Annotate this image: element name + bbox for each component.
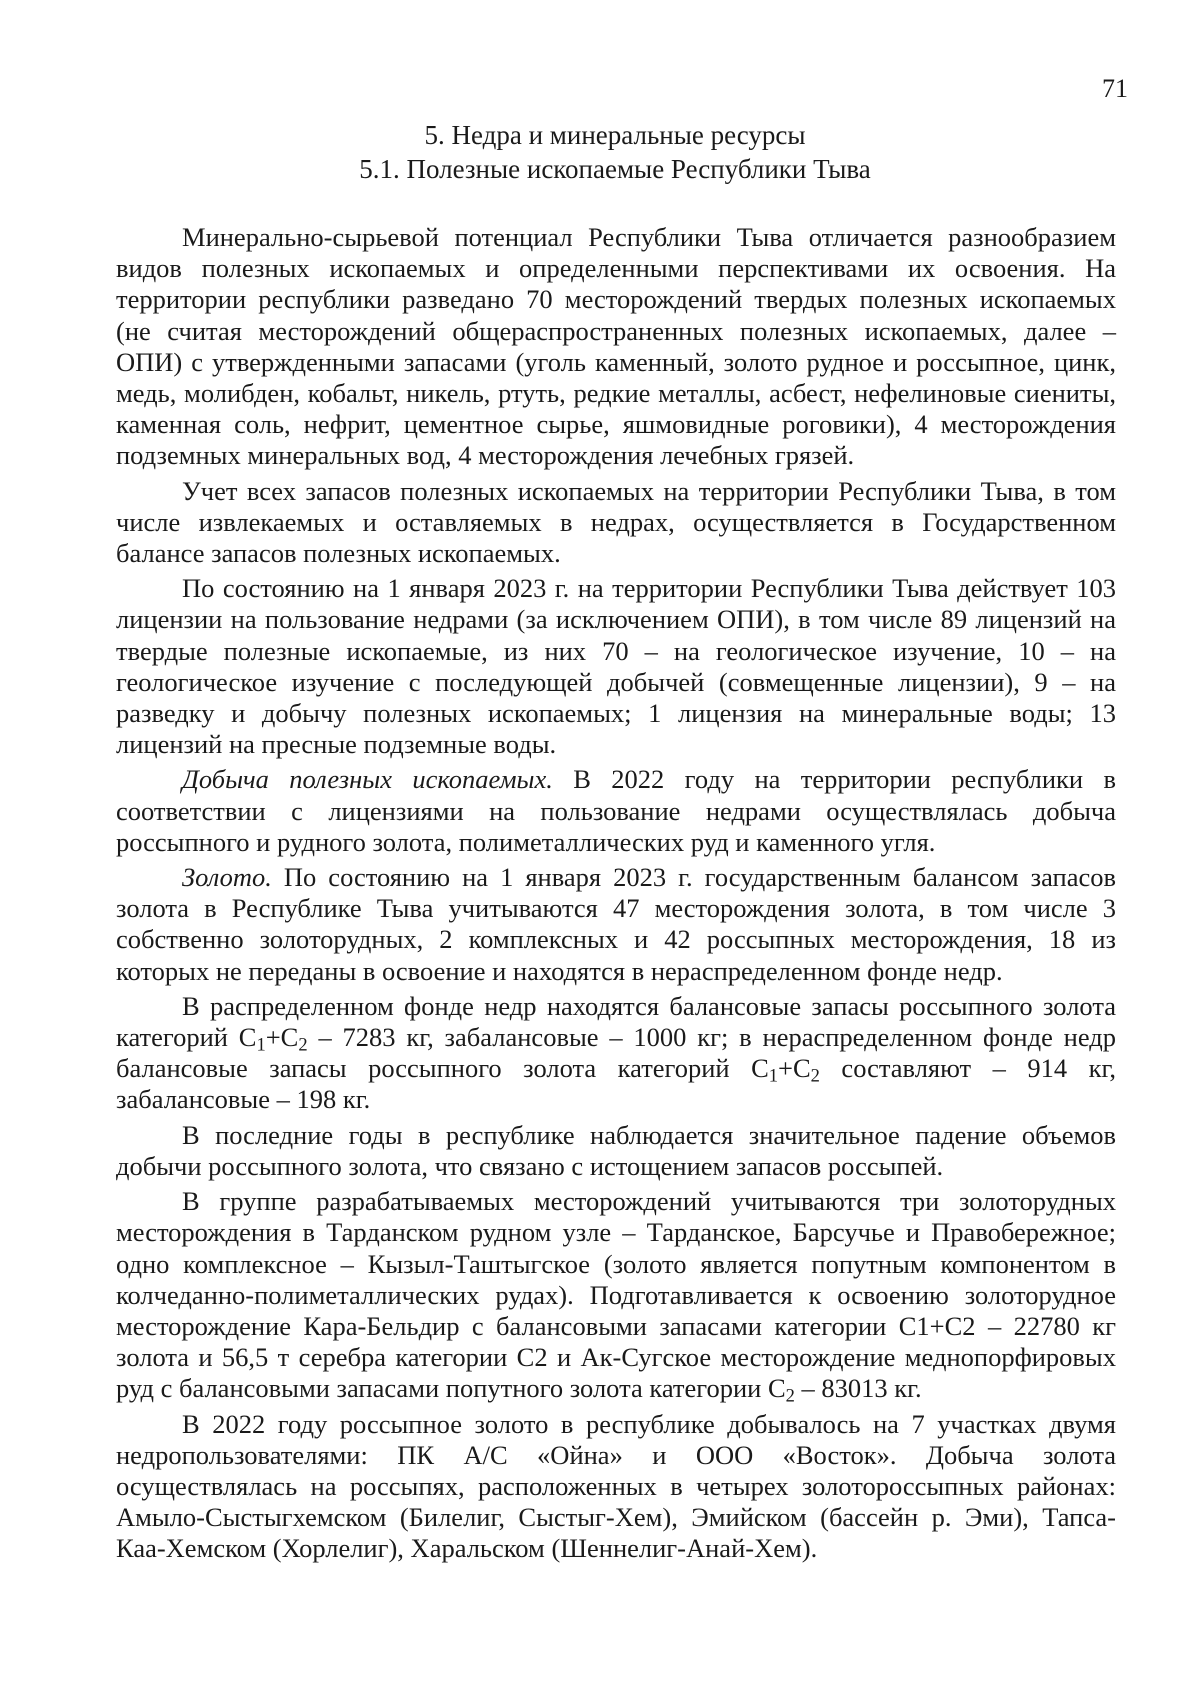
paragraph-reserves-accounting: Учет всех запасов полезных ископаемых на территории Республики Тыва, в том числе извлекаемых и оставляемых в недрах, осуществляется в Государственном балансе запасов полезных ископаемых. [116, 475, 1116, 569]
paragraph-placer-gold-2022: В 2022 году россыпное золото в республике добывалось на 7 участках двумя недропользователями: ПК А/С «Ойна» и ООО «Восток». Добыча золота осуществлялась на россыпях, расположенных в четырех золотороссыпных районах: Амыло-Сыстыгхемском (Билелиг, Сыстыг-Хем), Эмийском (бассейн р. Эми), Тапса-Каа-Хемском (Хорлелиг), Харальском (Шеннелиг-Анай-Хем). [116, 1408, 1116, 1564]
reserves-text-a: В распределенном фонде недр находятся балансовые запасы россыпного золота категорий С [116, 990, 1116, 1053]
extraction-lead: Добыча полезных ископаемых. [182, 764, 553, 795]
deposits-text-a: В группе разрабатываемых месторождений учитываются три золоторудных месторождения в Тарданском рудном узле – Тарданское, Барсучье и Правобережное; одно комплексное – Кызыл-Таштыгское (золото является попутным компонентом в колчеданно-полиметаллических рудах). Подготавливается к освоению золоторудное месторождение Кара-Бельдир с балансовыми запасами категории С1+С2 – 22780 кг золота и 56,5 т серебра категории С2 и Ак-Сугское месторождение меднопорфировых руд с балансовыми запасами попутного золота категории С [116, 1186, 1116, 1404]
subscript-1b: 1 [768, 1065, 779, 1087]
subscript-1: 1 [256, 1034, 266, 1056]
paragraph-mineral-potential: Минерально-сырьевой потенциал Республики Тыва отличается разнообразием видов полезных ископаемых и определенными перспективами их освоения. На территории республики разведано 70 месторождений твердых полезных ископаемых (не считая месторождений общераспространенных полезных ископаемых, далее – ОПИ) с утвержденными запасами (уголь каменный, золото рудное и россыпное, цинк, медь, молибден, кобальт, никель, ртуть, редкие металлы, асбест, нефелиновые сиениты, каменная соль, нефрит, цементное сырье, яшмовидные роговики), 4 месторождения подземных минеральных вод, 4 месторождения лечебных грязей. [116, 222, 1116, 471]
reserves-text-b: +С [265, 1022, 299, 1053]
reserves-text-e: составляют – 914 кг, забалансовые – 198 кг. [116, 1053, 1116, 1115]
subscript-2: 2 [298, 1034, 308, 1056]
gold-lead: Золото. [182, 862, 272, 893]
deposits-text-b: – 83013 кг. [794, 1373, 922, 1404]
paragraph-decline: В последние годы в республике наблюдается значительное падение объемов добычи россыпного золота, что связано с истощением запасов россыпей. [116, 1119, 1116, 1181]
paragraph-deposits [116, 1186, 1116, 1407]
body-text [116, 222, 1116, 1565]
subsection-title: 5.1. Полезные ископаемые Республики Тыва [359, 154, 871, 184]
section-title: 5. Недра и минеральные ресурсы [424, 120, 806, 150]
subscript-2c: 2 [785, 1385, 795, 1407]
extraction-text: В 2022 году на территории республики в соответствии с лицензиями на пользование недрами осуществлялась добыча россыпного и рудного золота, полиметаллических руд и каменного угля. [116, 764, 1117, 857]
subscript-2b: 2 [810, 1065, 820, 1087]
paragraph-extraction [116, 764, 1116, 858]
gold-text: По состоянию на 1 января 2023 г. государственным балансом запасов золота в Республике Тыва учитываются 47 месторождения золота, в том числе 3 собственно золоторудных, 2 комплексных и 42 россыпных месторождения, 18 из которых не переданы в освоение и находятся в нераспределенном фонде недр. [116, 862, 1116, 986]
section-headings [110, 118, 1120, 186]
paragraph-gold-reserves [116, 991, 1116, 1116]
page-number: 71 [1102, 74, 1128, 103]
paragraph-gold [116, 862, 1116, 987]
reserves-text-c: – 7283 кг, забалансовые – 1000 кг; в нераспределенном фонде недр балансовые запасы россыпного золота категорий С [116, 1022, 1117, 1084]
paragraph-licenses: По состоянию на 1 января 2023 г. на территории Республики Тыва действует 103 лицензии на пользование недрами (за исключением ОПИ), в том числе 89 лицензий на твердые полезные ископаемые, из них 70 – на геологическое изучение, 10 – на геологическое изучение с последующей добычей (совмещенные лицензии), 9 – на разведку и добычу полезных ископаемых; 1 лицензия на минеральные воды; 13 лицензий на пресные подземные воды. [116, 573, 1116, 760]
reserves-text-d: +С [778, 1053, 811, 1084]
